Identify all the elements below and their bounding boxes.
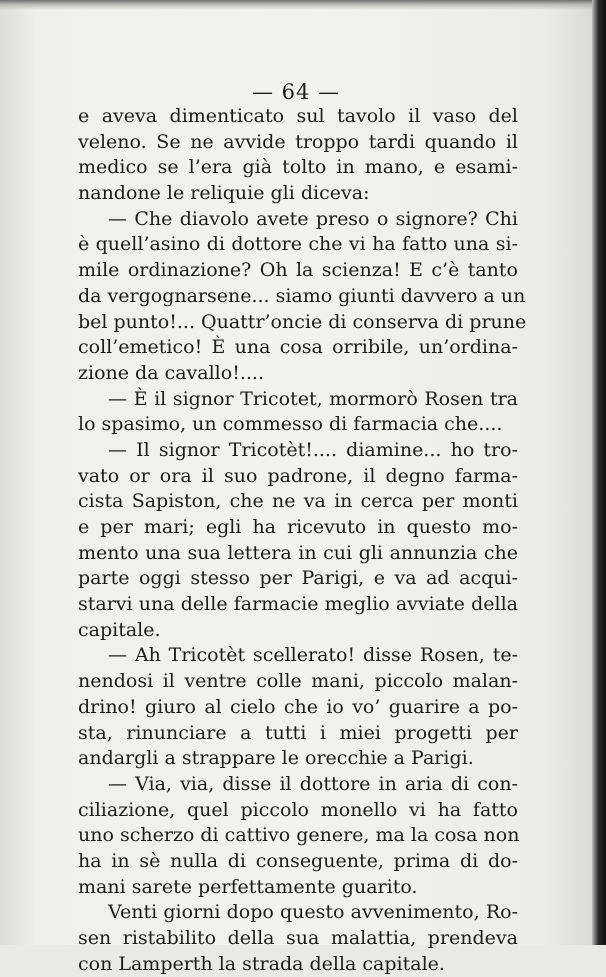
text-line: — È il signor Tricotet, mormorò Rosen tra [108,387,518,410]
page-body-text [78,104,527,977]
text-line: mento una sua lettera in cui gli annunzia che [78,541,518,564]
text-line: e per mari; egli ha ricevuto in questo mo- [78,516,518,538]
text-line: medico se l’era già tolto in mano, e esami- [78,156,518,179]
text-line: veleno. Se ne avvide troppo tardi quando il [78,130,518,153]
text-line: starvi una delle farmacie meglio avviate della [78,593,518,616]
text-line: parte oggi stesso per Parigi, e va ad acqui- [78,567,518,590]
text-line: Venti giorni dopo questo avvenimento, Ro- [108,901,518,924]
text-line: vato or ora il suo padrone, il degno farma- [78,464,518,487]
text-line: bel punto!... Quattr’oncie di conserva di prune [78,310,527,333]
text-line: e aveva dimenticato sul tavolo il vaso del [78,105,518,127]
text-line: uno scherzo di cattivo genere, ma la cosa non [78,824,520,847]
text-line: — Che diavolo avete preso o signore? Chi [108,207,518,230]
book-binding-edge [592,0,606,945]
text-line: da vergognarsene... siamo giunti davvero a un [78,284,526,307]
text-line: mile ordinazione? Oh la scienza! E c’è tanto [78,259,518,282]
text-line: coll’emetico! È una cosa orribile, un’ordina- [78,336,518,359]
text-line: capitale. [78,618,161,641]
text-line: nandone le reliquie gli diceva: [78,182,370,205]
text-line: — Ah Tricotèt scellerato! disse Rosen, te- [108,644,518,667]
page-number: — 64 — [251,80,341,104]
text-line: zione da cavallo!.... [78,361,264,384]
page-top-shadow [0,0,592,10]
text-line: nendosi il ventre colle mani, piccolo malan- [78,670,518,693]
text-line: drino! giuro al cielo che io vo’ guarire a po- [78,695,518,718]
text-line: andargli a strappare le orecchie a Parigi. [78,747,474,770]
text-line: sen ristabilito della sua malattia, prendeva [78,927,518,949]
text-line: cista Sapiston, che ne va in cerca per monti [78,490,518,513]
text-line: è quell’asino di dottore che vi ha fatto una si- [78,233,518,256]
text-line: con Lamperth la strada della capitale. [78,952,445,975]
text-line: mani sarete perfettamente guarito. [78,875,418,898]
text-line: ciliazione, quel piccolo monello vi ha fatto [78,798,518,821]
text-line: — Il signor Tricotèt!.... diamine... ho tro- [108,438,518,461]
text-line: lo spasimo, un commesso di farmacia che.... [78,413,503,436]
text-line: — Via, via, disse il dottore in aria di con- [108,772,518,795]
text-line: sta, rinunciare a tutti i miei progetti per [78,721,518,744]
text-line: ha in sè nulla di conseguente, prima di do- [78,849,518,872]
